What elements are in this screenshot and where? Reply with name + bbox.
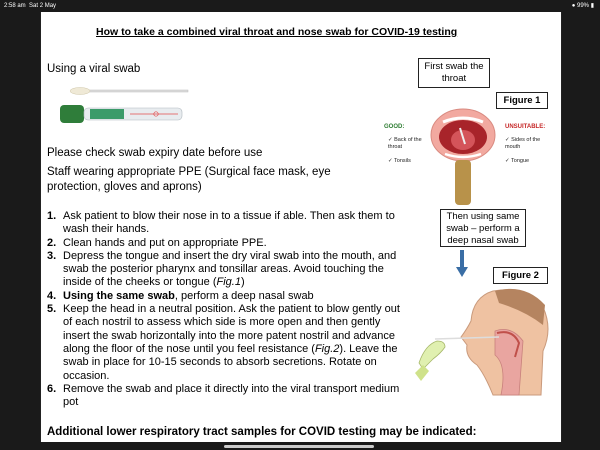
lower-respiratory-heading: Additional lower respiratory tract samples for COVID testing may be indicated: <box>47 426 477 438</box>
check-expiry-text: Please check swab expiry date before use <box>47 147 263 159</box>
mouth-throat-illustration <box>425 100 505 210</box>
unsuitable-item-sides: ✓ Sides of the mouth <box>505 137 541 150</box>
home-indicator[interactable] <box>224 445 374 448</box>
unsuitable-item-tongue: ✓ Tongue <box>505 158 530 164</box>
unsuitable-heading: UNSUITABLE: <box>505 124 546 130</box>
status-time: 2:58 am Sat 2 May <box>4 3 57 9</box>
status-icons <box>572 0 594 12</box>
callout-throat-swab: First swab the throat <box>418 58 490 88</box>
step-item: 1. Ask patient to blow their nose in to a tissue if able. Then ask them to wash their hands. <box>47 210 395 236</box>
good-item-back-throat: ✓ Back of the throat <box>388 137 422 150</box>
using-swab-text: Using a viral swab <box>47 63 141 75</box>
step-item: 4. Using the same swab, perform a deep nasal swab <box>47 289 314 302</box>
wifi-icon: ● <box>571 3 576 9</box>
swab-stick-image <box>70 85 190 97</box>
procedure-steps <box>47 210 407 409</box>
down-arrow-icon <box>456 250 468 278</box>
step-item: 6. Remove the swab and place it directly into the viral transport medium pot <box>47 382 400 409</box>
good-heading: GOOD: <box>384 124 405 130</box>
step-item: 3. Depress the tongue and insert the dry viral swab into the mouth, and swab the posterior pharynx and tonsillar areas. Avoid touching the inside of the cheeks or tongue (Fig.1) <box>47 249 397 289</box>
transport-tube-image <box>60 103 185 125</box>
step-item: 5. Keep the head in a neutral position. Ask the patient to blow gently out of each nostril to assess which side is more open and then gently insert the swab horizontally into the more patent nostril and advance along the floor of the nose until you feel resistance (Fig.2). Leave the swab in place for 10-15 seconds to absorb secretions. Rotate on occasion. <box>47 303 400 382</box>
status-bar <box>0 0 600 12</box>
figure1-label: Figure 1 <box>496 92 548 109</box>
document-title: How to take a combined viral throat and nose swab for COVID-19 testing <box>96 26 458 38</box>
step-item: 2. Clean hands and put on appropriate PPE. <box>47 236 267 249</box>
battery-icon: ▮ <box>590 3 594 9</box>
battery-percent: 99% <box>577 3 590 9</box>
nasal-swab-head-illustration <box>415 285 555 397</box>
good-item-tonsils: ✓ Tonsils <box>388 158 411 164</box>
callout-nasal-swab: Then using same swab – perform a deep nasal swab <box>440 209 526 247</box>
staff-ppe-text: Staff wearing appropriate PPE (Surgical face mask, eye protection, gloves and aprons) <box>47 166 331 193</box>
figure2-label: Figure 2 <box>493 267 548 284</box>
